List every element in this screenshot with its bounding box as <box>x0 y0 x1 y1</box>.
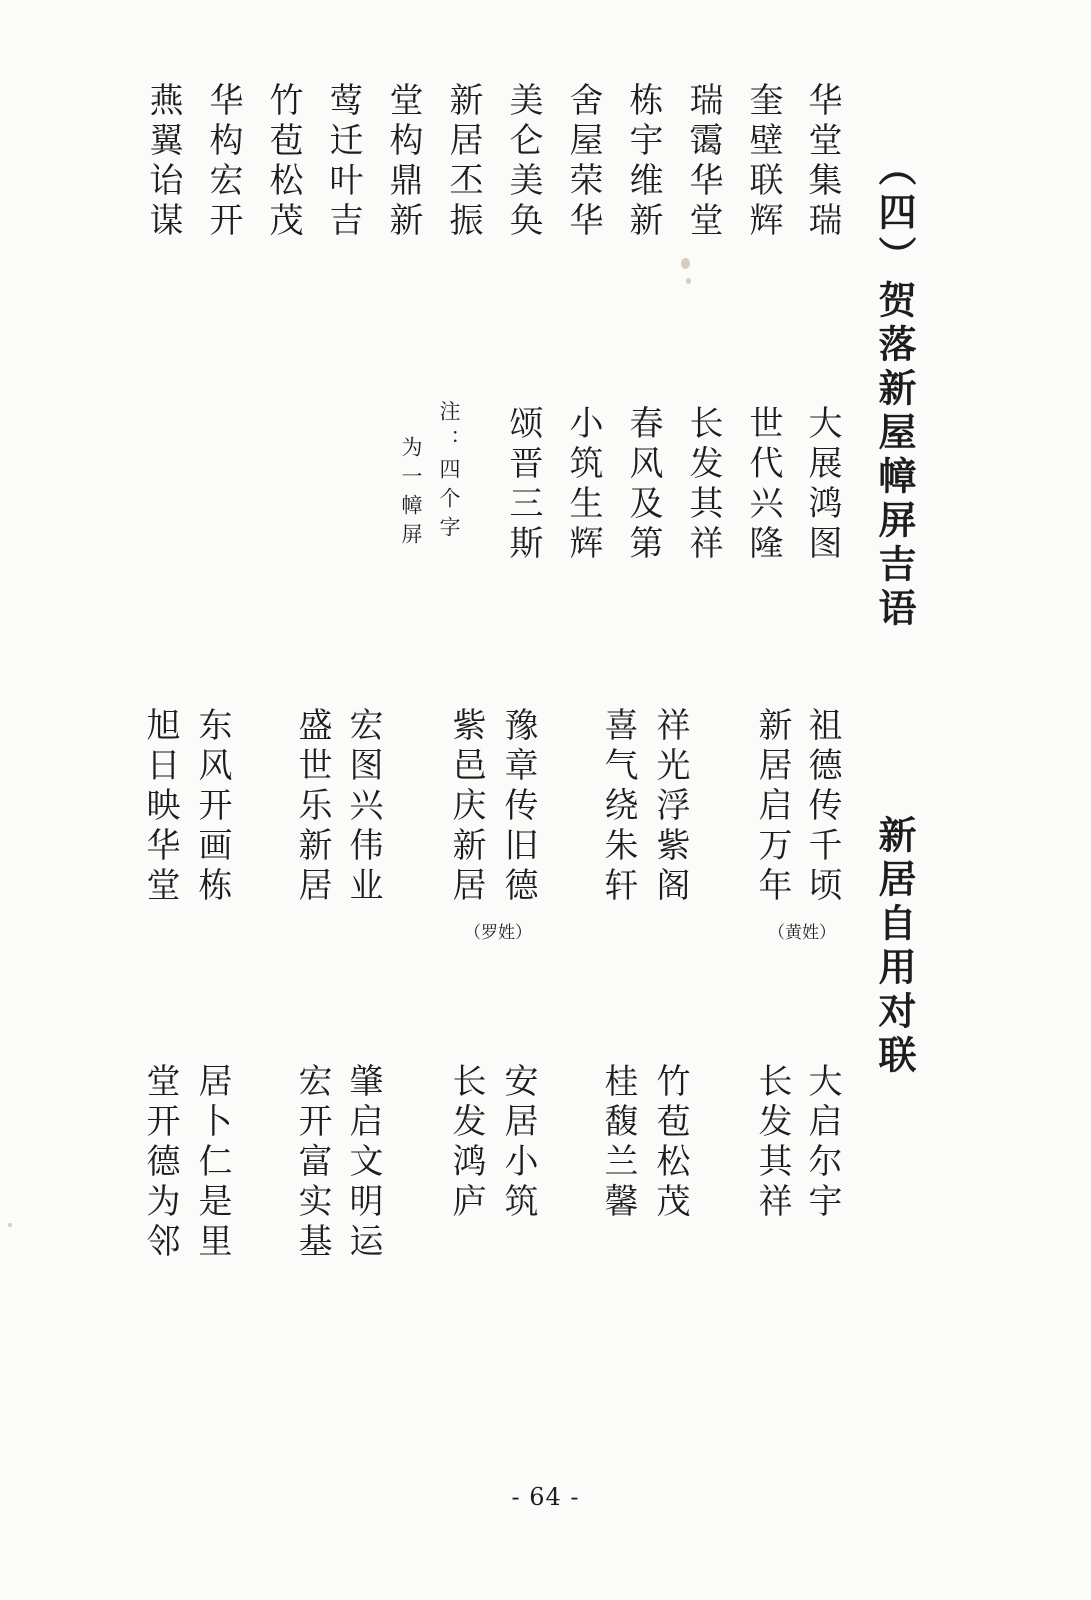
phrase: 美仑美奂 <box>503 82 543 242</box>
couplet-second-line: 桂馥兰馨 <box>598 1063 638 1223</box>
couplet-second-line: 堂开德为邻 <box>140 1063 180 1263</box>
phrase: 华堂集瑞 <box>802 82 842 242</box>
couplet-first-line: 竹苞松茂 <box>650 1063 690 1223</box>
couplet-second-line: 旭日映华堂 <box>140 707 180 907</box>
phrase: 舍屋荣华 <box>563 82 603 242</box>
note-line-1: 注：四个字 <box>437 400 461 545</box>
phrase: 栋宇维新 <box>623 82 663 242</box>
paper-speck <box>686 278 691 284</box>
surname-note: （黄姓） <box>768 923 836 943</box>
couplet-first-line: 肇启文明运 <box>343 1063 383 1263</box>
page-number: - 64 - <box>511 1483 580 1511</box>
phrase: 瑞霭华堂 <box>683 82 723 242</box>
phrase: 堂构鼎新 <box>383 82 423 242</box>
phrase: 华构宏开 <box>203 82 243 242</box>
phrase: 莺迁叶吉 <box>323 82 363 242</box>
phrase: 世代兴隆 <box>743 405 783 565</box>
couplet-first-line: 大启尔宇 <box>802 1063 842 1223</box>
paper-speck <box>681 258 690 269</box>
couplet-second-line: 紫邑庆新居 <box>446 707 486 907</box>
couplet-first-line: 东风开画栋 <box>192 707 232 907</box>
paper-speck <box>8 1223 12 1227</box>
phrase: 春风及第 <box>623 405 663 565</box>
phrase: 新居丕振 <box>443 82 483 242</box>
phrase: 大展鸿图 <box>802 405 842 565</box>
couplet-first-line: 居卜仁是里 <box>192 1063 232 1263</box>
couplet-first-line: 祖德传千顷 <box>802 707 842 907</box>
surname-note: （罗姓） <box>464 923 532 943</box>
phrase: 颂晋三斯 <box>503 405 543 565</box>
couplet-second-line: 新居启万年 <box>752 707 792 907</box>
phrase: 燕翼诒谋 <box>143 82 183 242</box>
section2-heading: 新居自用对联 <box>872 815 916 1079</box>
couplet-second-line: 长发其祥 <box>752 1063 792 1223</box>
couplet-second-line: 盛世乐新居 <box>292 707 332 907</box>
couplet-first-line: 安居小筑 <box>498 1063 538 1223</box>
couplet-first-line: 宏图兴伟业 <box>343 707 383 907</box>
phrase: 奎壁联辉 <box>743 82 783 242</box>
phrase: 小筑生辉 <box>563 405 603 565</box>
couplet-second-line: 喜气绕朱轩 <box>598 707 638 907</box>
couplet-first-line: 祥光浮紫阁 <box>650 707 690 907</box>
phrase: 竹苞松茂 <box>263 82 303 242</box>
note-line-2: 为一幛屏 <box>399 436 423 552</box>
section1-heading: （四）贺落新屋幛屏吉语 <box>872 148 916 632</box>
phrase: 长发其祥 <box>683 405 723 565</box>
couplet-second-line: 宏开富实基 <box>292 1063 332 1263</box>
couplet-second-line: 长发鸿庐 <box>446 1063 486 1223</box>
couplet-first-line: 豫章传旧德 <box>498 707 538 907</box>
